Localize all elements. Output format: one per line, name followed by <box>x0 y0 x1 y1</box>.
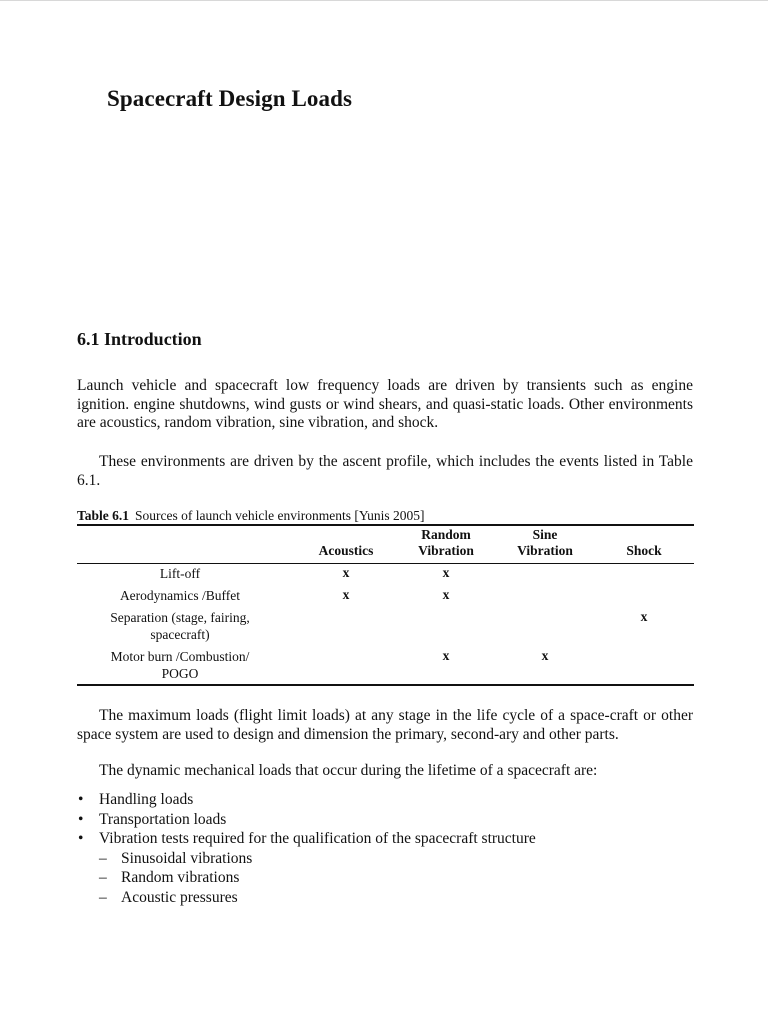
dash-glyph: – <box>99 849 107 867</box>
paragraph-ascent-profile: These environments are driven by the ascent profile, which includes the events listed in Table 6.1. <box>77 453 693 489</box>
dash-glyph: – <box>99 869 107 886</box>
list-item <box>77 790 697 810</box>
bullet-list <box>77 790 697 907</box>
list-item <box>77 829 697 907</box>
page-top-border <box>0 0 768 1</box>
list-item-text: Vibration tests required for the qualification of the spacecraft structure <box>99 830 536 847</box>
table-cell-mark: x <box>442 648 450 663</box>
table-rule-top <box>77 524 694 526</box>
table-cell-mark: x <box>442 587 450 602</box>
bullet-glyph: • <box>78 791 84 808</box>
sub-list-item-text: Acoustic pressures <box>121 888 238 906</box>
table-row-label: Aerodynamics /Buffet <box>119 588 241 603</box>
table-caption <box>77 508 424 524</box>
table-cell-mark: x <box>442 565 450 580</box>
paragraph-flight-limit-loads: The maximum loads (flight limit loads) at any stage in the life cycle of a space-craft or other space system are used to design and dimension the primary, second-ary and other parts. <box>77 707 693 743</box>
sub-list-item <box>99 888 697 908</box>
table-rule-header <box>77 563 694 564</box>
dash-glyph: – <box>99 888 107 906</box>
table-row-label: Lift-off <box>159 566 201 581</box>
table-row-label: Motor burn /Combustion/ POGO <box>110 649 250 681</box>
list-item <box>77 810 697 830</box>
table-caption-label: Table 6.1 <box>77 508 130 523</box>
bullet-glyph: • <box>78 810 84 828</box>
paragraph-intro: Launch vehicle and spacecraft low frequency loads are driven by transients such as engine ignition. engine shutdowns, wind gusts or wind shears, and quasi-static loads. Other environments are acoustics, random vibration, sine vibration, and shock. <box>77 377 693 432</box>
section-heading: 6.1 Introduction <box>77 329 202 349</box>
table-cell-mark: x <box>342 565 350 580</box>
table-rule-bottom <box>77 684 694 686</box>
header-shock: Shock <box>626 543 662 558</box>
header-random-vibration: Random Vibration <box>418 527 474 558</box>
sub-list-item <box>99 868 697 888</box>
chapter-title: Spacecraft Design Loads <box>107 86 353 111</box>
table-caption-text: Sources of launch vehicle environments [Yunis 2005] <box>135 508 425 523</box>
sub-bullet-list <box>99 849 697 908</box>
table-row-label: Separation (stage, fairing, spacecraft) <box>110 610 250 642</box>
table-cell-mark: x <box>342 587 350 602</box>
list-item-text: Transportation loads <box>99 810 227 828</box>
sub-list-item-text: Sinusoidal vibrations <box>121 849 253 867</box>
table-cell-mark: x <box>640 609 648 624</box>
paragraph-dynamic-loads: The dynamic mechanical loads that occur during the lifetime of a spacecraft are: <box>99 762 598 779</box>
sub-list-item <box>99 849 697 869</box>
bullet-glyph: • <box>78 830 84 847</box>
header-acoustics: Acoustics <box>318 543 374 558</box>
table-cell-mark: x <box>541 648 549 663</box>
header-sine-vibration: Sine Vibration <box>517 527 573 558</box>
list-item-text: Handling loads <box>99 791 194 808</box>
sub-list-item-text: Random vibrations <box>121 869 240 886</box>
